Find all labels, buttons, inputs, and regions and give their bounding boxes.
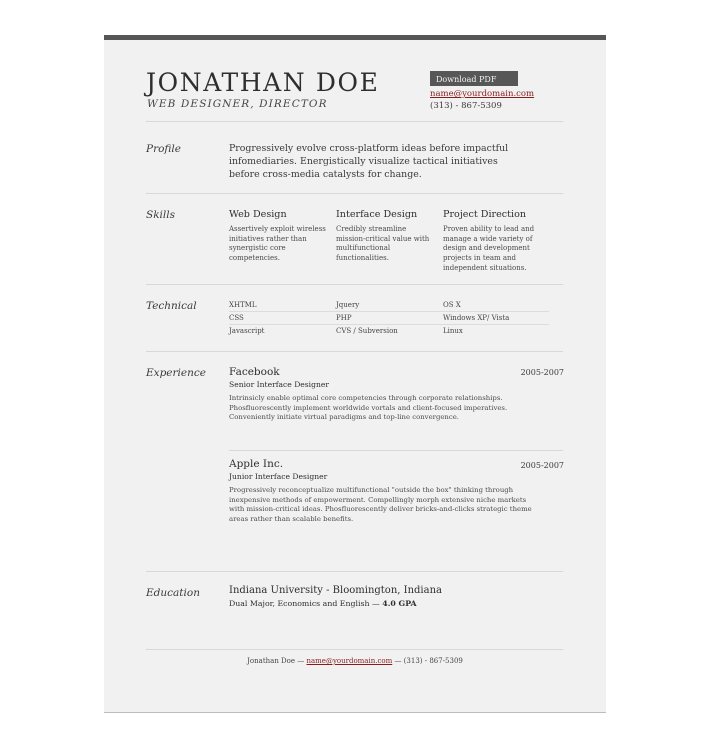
divider (146, 121, 563, 122)
skill-description: Proven ability to lead and manage a wide variety of design and development projects in team and independent situations. (443, 225, 535, 272)
skill-name: Interface Design (336, 209, 418, 220)
education-major: Dual Major, Economics and English — (229, 599, 383, 608)
job-years: 2005-2007 (520, 461, 564, 470)
tech-item: PHP (336, 314, 352, 322)
footer-email-link[interactable]: name@yourdomain.com (306, 657, 393, 665)
resume-name: JONATHAN DOE (146, 68, 380, 97)
skill-web-design (229, 209, 329, 264)
job-company: Apple Inc. (229, 458, 284, 470)
section-label-education: Education (146, 587, 200, 599)
job-role: Junior Interface Designer (229, 472, 328, 481)
job-divider (229, 450, 563, 451)
footer-name: Jonathan Doe — (247, 657, 307, 665)
tech-item: OS X (443, 301, 461, 309)
footer (104, 657, 606, 665)
tech-item: Linux (443, 327, 463, 335)
divider (146, 284, 563, 285)
job-role: Senior Interface Designer (229, 380, 329, 389)
job-description: Progressively reconceptualize multifunctional "outside the box" thinking through inexpensive methods of empowerment. Compellingly morph extensive niche markets with mission-critical ideas. Phosfluorescently deliver bricks-and-clicks strategic theme areas rather than scalable benefits. (229, 486, 532, 523)
divider (146, 571, 563, 572)
skill-description: Credibly streamline mission-critical value with multifunctional functionalities. (336, 225, 430, 263)
tech-item: CSS (229, 314, 244, 322)
phone-number: (313) - 867-5309 (430, 101, 502, 111)
education-detail (229, 599, 417, 608)
tech-item: Jquery (336, 301, 360, 309)
section-label-profile: Profile (146, 143, 181, 155)
resume-page (104, 35, 606, 713)
skill-name: Project Direction (443, 209, 527, 220)
skill-interface-design (336, 209, 436, 264)
tech-row-divider (229, 311, 549, 312)
education-gpa: 4.0 GPA (382, 599, 417, 608)
footer-phone: — (313) - 867-5309 (392, 657, 463, 665)
tech-row-divider (229, 324, 549, 325)
skill-name: Web Design (229, 209, 287, 220)
tech-item: CVS / Subversion (336, 327, 398, 335)
tech-item: XHTML (229, 301, 257, 309)
divider (146, 193, 563, 194)
divider (146, 649, 563, 650)
section-label-experience: Experience (146, 367, 206, 379)
divider (146, 351, 563, 352)
section-label-technical: Technical (146, 300, 197, 312)
job-years: 2005-2007 (520, 368, 564, 377)
tech-item: Javascript (229, 327, 265, 335)
download-pdf-button[interactable]: Download PDF (430, 71, 518, 86)
job-company: Facebook (229, 366, 280, 378)
tech-item: Windows XP/ Vista (443, 314, 510, 322)
education-school: Indiana University - Bloomington, Indiana (229, 585, 442, 596)
profile-text: Progressively evolve cross-platform ideas before impactful infomediaries. Energistically visualize tactical initiatives before cross-media catalysts for change. (229, 143, 509, 180)
section-label-skills: Skills (146, 209, 176, 221)
skill-project-direction (443, 209, 543, 274)
skill-description: Assertively exploit wireless initiatives rather than synergistic core competencies. (229, 225, 326, 263)
email-link[interactable]: name@yourdomain.com (430, 89, 535, 99)
job-description: Intrinsicly enable optimal core competencies through corporate relationships. Phosfluorescently implement worldwide vortals and client-focused imperatives. Conveniently initiate virtual paradigms and top-line convergence. (229, 394, 508, 422)
job-title: WEB DESIGNER, DIRECTOR (147, 98, 328, 110)
